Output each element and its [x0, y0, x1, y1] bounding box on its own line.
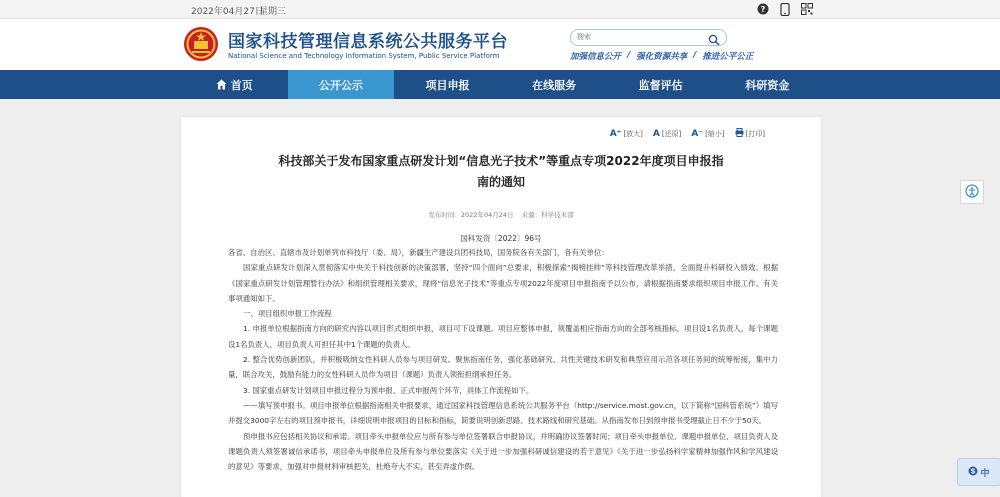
qrcode-icon[interactable] — [800, 2, 814, 16]
current-date: 2022年04月27日 — [191, 7, 264, 17]
article-source: 来源：科学技术部 — [521, 211, 574, 219]
paragraph: 一、项目组织申报工作流程 — [243, 309, 332, 319]
document-number: 国科发资〔2022〕96号 — [460, 234, 542, 243]
svg-text:?: ? — [760, 5, 766, 14]
enlarge-font-button[interactable]: A⁺ [放大] — [609, 128, 643, 139]
nav-item-home[interactable] — [181, 70, 288, 99]
paragraph: 1. 申报单位根据指南方向的研究内容以项目形式组织申报，项目可下设课题。项目应整体申报，须覆盖相应指南方向的全部考核指标。项目设1名负责人，每个课题设1名负责人，项目负责人可担任其中1个课题的负责人。 — [228, 324, 778, 349]
article-title-line: 科技部关于发布国家重点研发计划“信息光子技术”等重点专项2022年度项目申报指 — [278, 154, 724, 168]
article-title-line: 南的通知 — [476, 175, 525, 189]
article-meta — [181, 210, 821, 219]
slogan-item: 加强信息公开 — [570, 52, 622, 62]
nav-item-label: 公开公示 — [318, 78, 363, 92]
article-tools — [610, 128, 765, 139]
nav-item-label: 监督评估 — [638, 78, 683, 92]
site-title[interactable]: 国家科技管理信息系统公共服务平台 — [228, 32, 508, 52]
top-info-bar — [0, 0, 1000, 19]
site-header — [0, 19, 1000, 70]
search-box — [570, 29, 727, 46]
nav-item-supervision[interactable] — [607, 70, 714, 99]
svg-text:S: S — [970, 467, 977, 475]
nav-item-public-notice[interactable] — [288, 70, 395, 99]
floating-side-button[interactable] — [960, 180, 984, 204]
print-button[interactable]: [打印] — [735, 128, 765, 139]
font-reset-icon: A — [652, 128, 660, 139]
nav-item-label: 首页 — [230, 78, 253, 92]
nav-item-online-service[interactable] — [501, 70, 608, 99]
main-nav — [0, 70, 1000, 99]
slogan-item: 强化资源共享 — [636, 52, 688, 62]
print-icon — [735, 128, 744, 139]
paragraph: 2. 整合优势创新团队，并积极吸纳女性科研人员参与项目研发。聚焦指南任务，强化基础研究、共性关键技术研发和典型应用示范各项任务间的统筹衔接，集中力量，联合攻关，鼓励有能力的女性科研人员作为项目（课题）负责人领衔担纲承担任务。 — [228, 355, 778, 380]
nav-item-label: 科研资金 — [745, 78, 790, 92]
paragraph: ——填写预申报书。项目申报单位根据指南相关申报要求，通过国家科技管理信息系统公共服务平台（http://service.most.gov.cn，以下简称“国科管系统”）填写并提交3000字左右的项目预申报书，详细说明申报项目的目标和指标，简要说明创新思路、技术路线和研究基础。从指南发布日到预申报书受理截止日不少于50天。 — [228, 400, 778, 426]
home-icon — [216, 79, 227, 90]
shrink-font-button[interactable]: A⁻ [缩小] — [691, 128, 725, 139]
help-icon[interactable] — [756, 2, 770, 16]
current-weekday: 星期三 — [259, 7, 287, 17]
article-title — [256, 151, 746, 193]
mobile-icon[interactable] — [778, 2, 792, 16]
paragraph: 各省、自治区、直辖市及计划单列市科技厅（委、局），新疆生产建设兵团科技局，国务院各有关部门，各有关单位： — [228, 248, 609, 257]
reset-font-button[interactable]: A [还原] — [652, 128, 682, 139]
ime-widget[interactable] — [957, 458, 1000, 486]
search-input[interactable] — [577, 31, 697, 43]
paragraph: 3. 国家重点研发计划项目申报过程分为预申报、正式申报两个环节，具体工作流程如下。 — [243, 385, 534, 395]
article-card — [181, 117, 821, 497]
accessibility-icon — [965, 183, 979, 202]
topbar-icons — [756, 2, 814, 16]
nav-item-research-funds[interactable] — [714, 70, 821, 99]
font-enlarge-icon: A⁺ — [609, 128, 622, 139]
font-shrink-icon: A⁻ — [691, 128, 704, 139]
nav-item-label: 项目申报 — [425, 78, 470, 92]
nav-item-label: 在线服务 — [532, 78, 577, 92]
paragraph: 预申报书应包括相关协议和承诺。项目牵头申报单位应与所有参与单位签署联合申报协议，并明确协议签署时间；项目牵头申报单位、课题申报单位、项目负责人及课题负责人须签署诚信承诺书，项目牵头申报单位及所有参与单位要落实《关于进一步加强科研诚信建设的若干意见》《关于进一步弘扬科学家精神加强作风和学风建设的意见》等要求，加强对申报材料审核把关，杜绝夸大不实，甚至弄虚作假。 — [228, 431, 778, 472]
publish-date: 发布时间：2022年04月24日 — [428, 211, 514, 219]
site-slogans: 加强信息公开 / 强化资源共享 / 推进公平公正 — [570, 50, 754, 62]
nav-item-project-application[interactable] — [394, 70, 501, 99]
article-body — [228, 245, 778, 474]
ime-s-icon — [968, 466, 978, 479]
national-emblem-logo[interactable] — [183, 25, 219, 63]
search-icon[interactable] — [708, 31, 720, 43]
slogan-item: 推进公平公正 — [702, 52, 754, 62]
paragraph: 国家重点研发计划深入贯彻落实中央关于科技创新的决策部署，坚持“四个面向”总要求，积极探索“揭榜挂帅”等科技管理改革举措，全面提升科研投入绩效。根据《国家重点研发计划管理暂行办法》和组织管理相关要求，现将“信息光子技术”等重点专项2022年度项目申报指南予以公布，请根据指南要求组织项目申报工作。有关事项通知如下。 — [228, 263, 778, 303]
ime-language-icon: 中 — [980, 468, 990, 479]
site-subtitle: National Science and Technology Information System, Public Service Platform — [228, 52, 500, 60]
